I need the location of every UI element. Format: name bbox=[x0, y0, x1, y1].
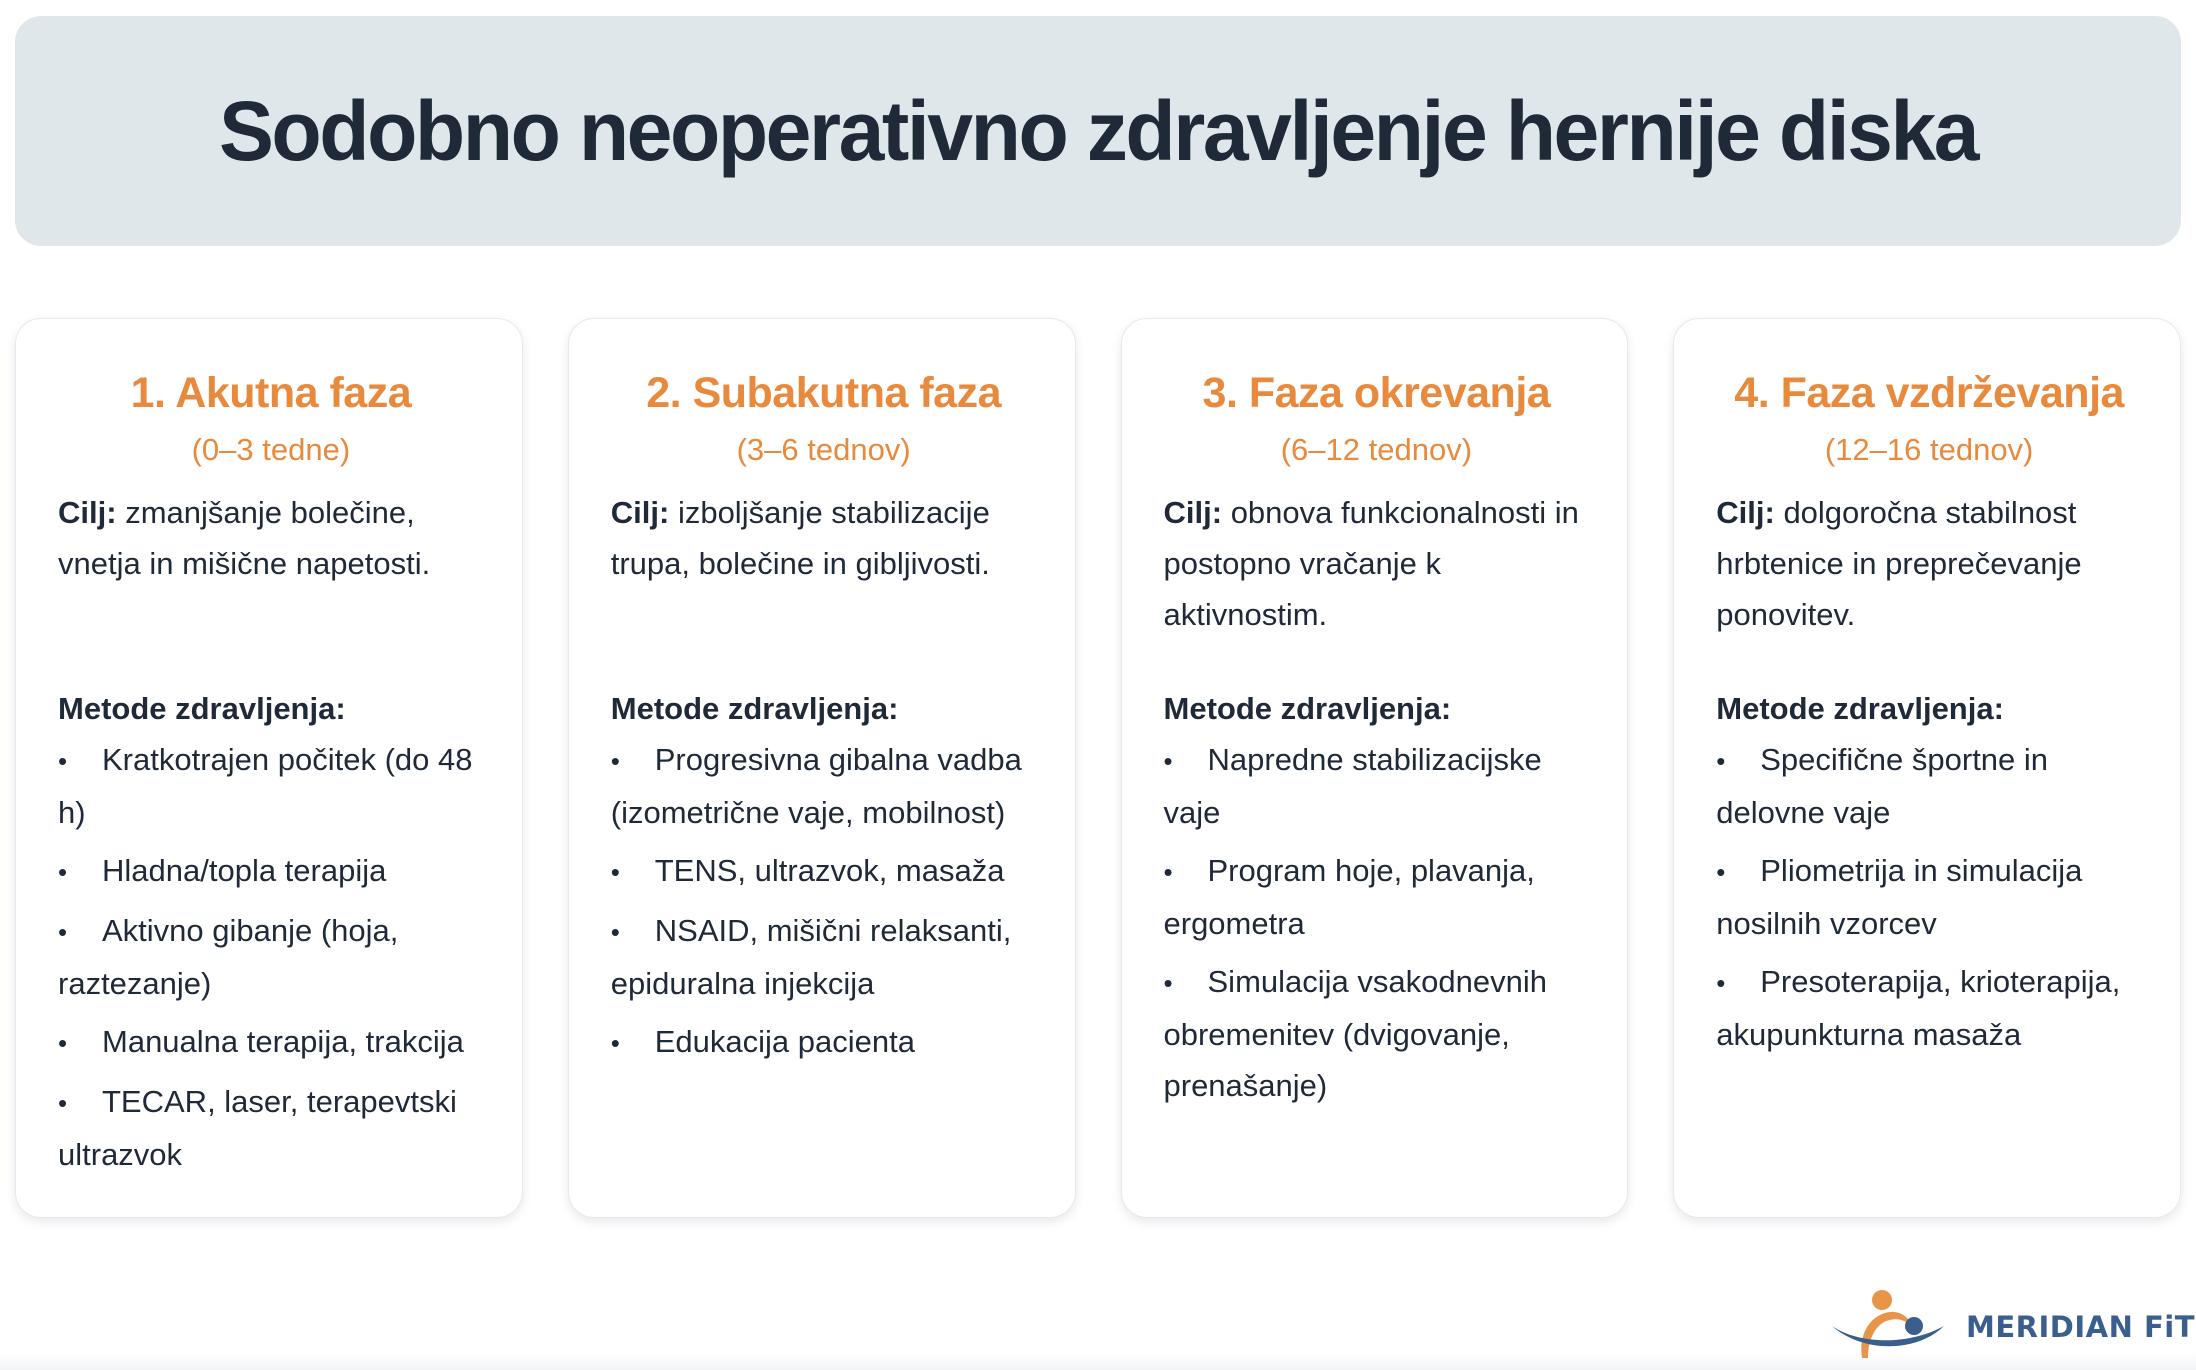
brand-logo bbox=[1828, 1286, 2195, 1367]
bullet-icon: • bbox=[58, 1028, 68, 1058]
phase-card-acute bbox=[15, 318, 523, 1218]
phase-title: 1. Akutna faza bbox=[130, 369, 412, 417]
list-item: • Program hoje, plavanja, ergometra bbox=[1164, 845, 1590, 949]
page-title: Sodobno neoperativno zdravljenje hernije diska bbox=[218, 83, 1978, 178]
list-item: • Manualna terapija, trakcija bbox=[58, 1016, 484, 1069]
phase-goal bbox=[1716, 487, 2142, 640]
person-swoosh-logo-icon bbox=[1828, 1286, 1948, 1367]
phase-goal bbox=[611, 487, 1037, 640]
phase-period: (12–16 tednov) bbox=[1824, 432, 2034, 467]
list-item: • Progresivna gibalna vadba (izometrične vaje, mobilnost) bbox=[611, 734, 1037, 838]
bullet-icon: • bbox=[610, 917, 620, 947]
list-item: • Kratkotrajen počitek (do 48 h) bbox=[58, 734, 484, 838]
phase-cards bbox=[15, 318, 2181, 1218]
methods-heading: Metode zdravljenja: bbox=[1163, 691, 1452, 726]
list-item: • TECAR, laser, terapevtski ultrazvok bbox=[58, 1076, 484, 1180]
bullet-icon: • bbox=[58, 746, 68, 776]
goal-text: izboljšanje stabilizacije trupa, bolečine in gibljivosti. bbox=[610, 495, 990, 581]
methods-heading: Metode zdravljenja: bbox=[58, 691, 346, 726]
bullet-icon: • bbox=[610, 857, 620, 887]
bullet-icon: • bbox=[1716, 746, 1726, 776]
bullet-icon: • bbox=[610, 746, 620, 776]
bullet-icon: • bbox=[58, 1088, 68, 1118]
goal-label: Cilj: bbox=[1716, 495, 1775, 530]
methods-list bbox=[611, 734, 1037, 1069]
goal-text: zmanjšanje bolečine, vnetja in mišične napetosti. bbox=[58, 495, 431, 581]
bullet-icon: • bbox=[1163, 746, 1173, 776]
list-item: • Napredne stabilizacijske vaje bbox=[1164, 734, 1590, 838]
phase-card-maintenance bbox=[1673, 318, 2181, 1218]
phase-card-subacute bbox=[568, 318, 1076, 1218]
list-item: • Simulacija vsakodnevnih obremenitev (dvigovanje, prenašanje) bbox=[1164, 956, 1590, 1111]
phase-card-recovery bbox=[1121, 318, 1629, 1218]
goal-label: Cilj: bbox=[58, 495, 117, 530]
list-item: • Pliometrija in simulacija nosilnih vzorcev bbox=[1716, 845, 2142, 949]
methods-list bbox=[1716, 734, 2142, 1060]
list-item: • Aktivno gibanje (hoja, raztezanje) bbox=[58, 905, 484, 1009]
methods-list bbox=[1164, 734, 1590, 1111]
bullet-icon: • bbox=[1163, 857, 1173, 887]
bullet-icon: • bbox=[58, 857, 68, 887]
methods-heading: Metode zdravljenja: bbox=[610, 691, 899, 726]
list-item: • Edukacija pacienta bbox=[611, 1016, 1037, 1069]
bullet-icon: • bbox=[1163, 968, 1173, 998]
list-item: • NSAID, mišični relaksanti, epiduralna injekcija bbox=[611, 905, 1037, 1009]
methods-heading: Metode zdravljenja: bbox=[1716, 691, 2004, 726]
phase-title: 4. Faza vzdrževanja bbox=[1734, 369, 2124, 417]
bullet-icon: • bbox=[1716, 857, 1726, 887]
phase-goal bbox=[58, 487, 484, 640]
phase-period: (0–3 tedne) bbox=[191, 432, 351, 467]
bullet-icon: • bbox=[58, 917, 68, 947]
phase-title: 2. Subakutna faza bbox=[646, 369, 1001, 417]
goal-label: Cilj: bbox=[1163, 495, 1223, 530]
list-item: • Specifične športne in delovne vaje bbox=[1716, 734, 2142, 838]
list-item: • TENS, ultrazvok, masaža bbox=[611, 845, 1037, 898]
goal-text: obnova funkcionalnosti in postopno vračanje k aktivnostim. bbox=[1163, 495, 1579, 632]
methods-list bbox=[58, 734, 484, 1180]
goal-text: dolgoročna stabilnost hrbtenice in preprečevanje ponovitev. bbox=[1716, 495, 2082, 632]
list-item: • Hladna/topla terapija bbox=[58, 845, 484, 898]
list-item: • Presoterapija, krioterapija, akupunkturna masaža bbox=[1716, 956, 2142, 1060]
phase-goal bbox=[1164, 487, 1590, 640]
phase-period: (6–12 tednov) bbox=[1280, 432, 1473, 467]
header-banner bbox=[15, 16, 2181, 246]
phase-title: 3. Faza okrevanja bbox=[1202, 369, 1551, 417]
brand-name: MERIDIAN FiT bbox=[1966, 1309, 2195, 1344]
bullet-icon: • bbox=[1716, 968, 1726, 998]
goal-label: Cilj: bbox=[610, 495, 670, 530]
bullet-icon: • bbox=[610, 1028, 620, 1058]
phase-period: (3–6 tednov) bbox=[736, 432, 911, 467]
